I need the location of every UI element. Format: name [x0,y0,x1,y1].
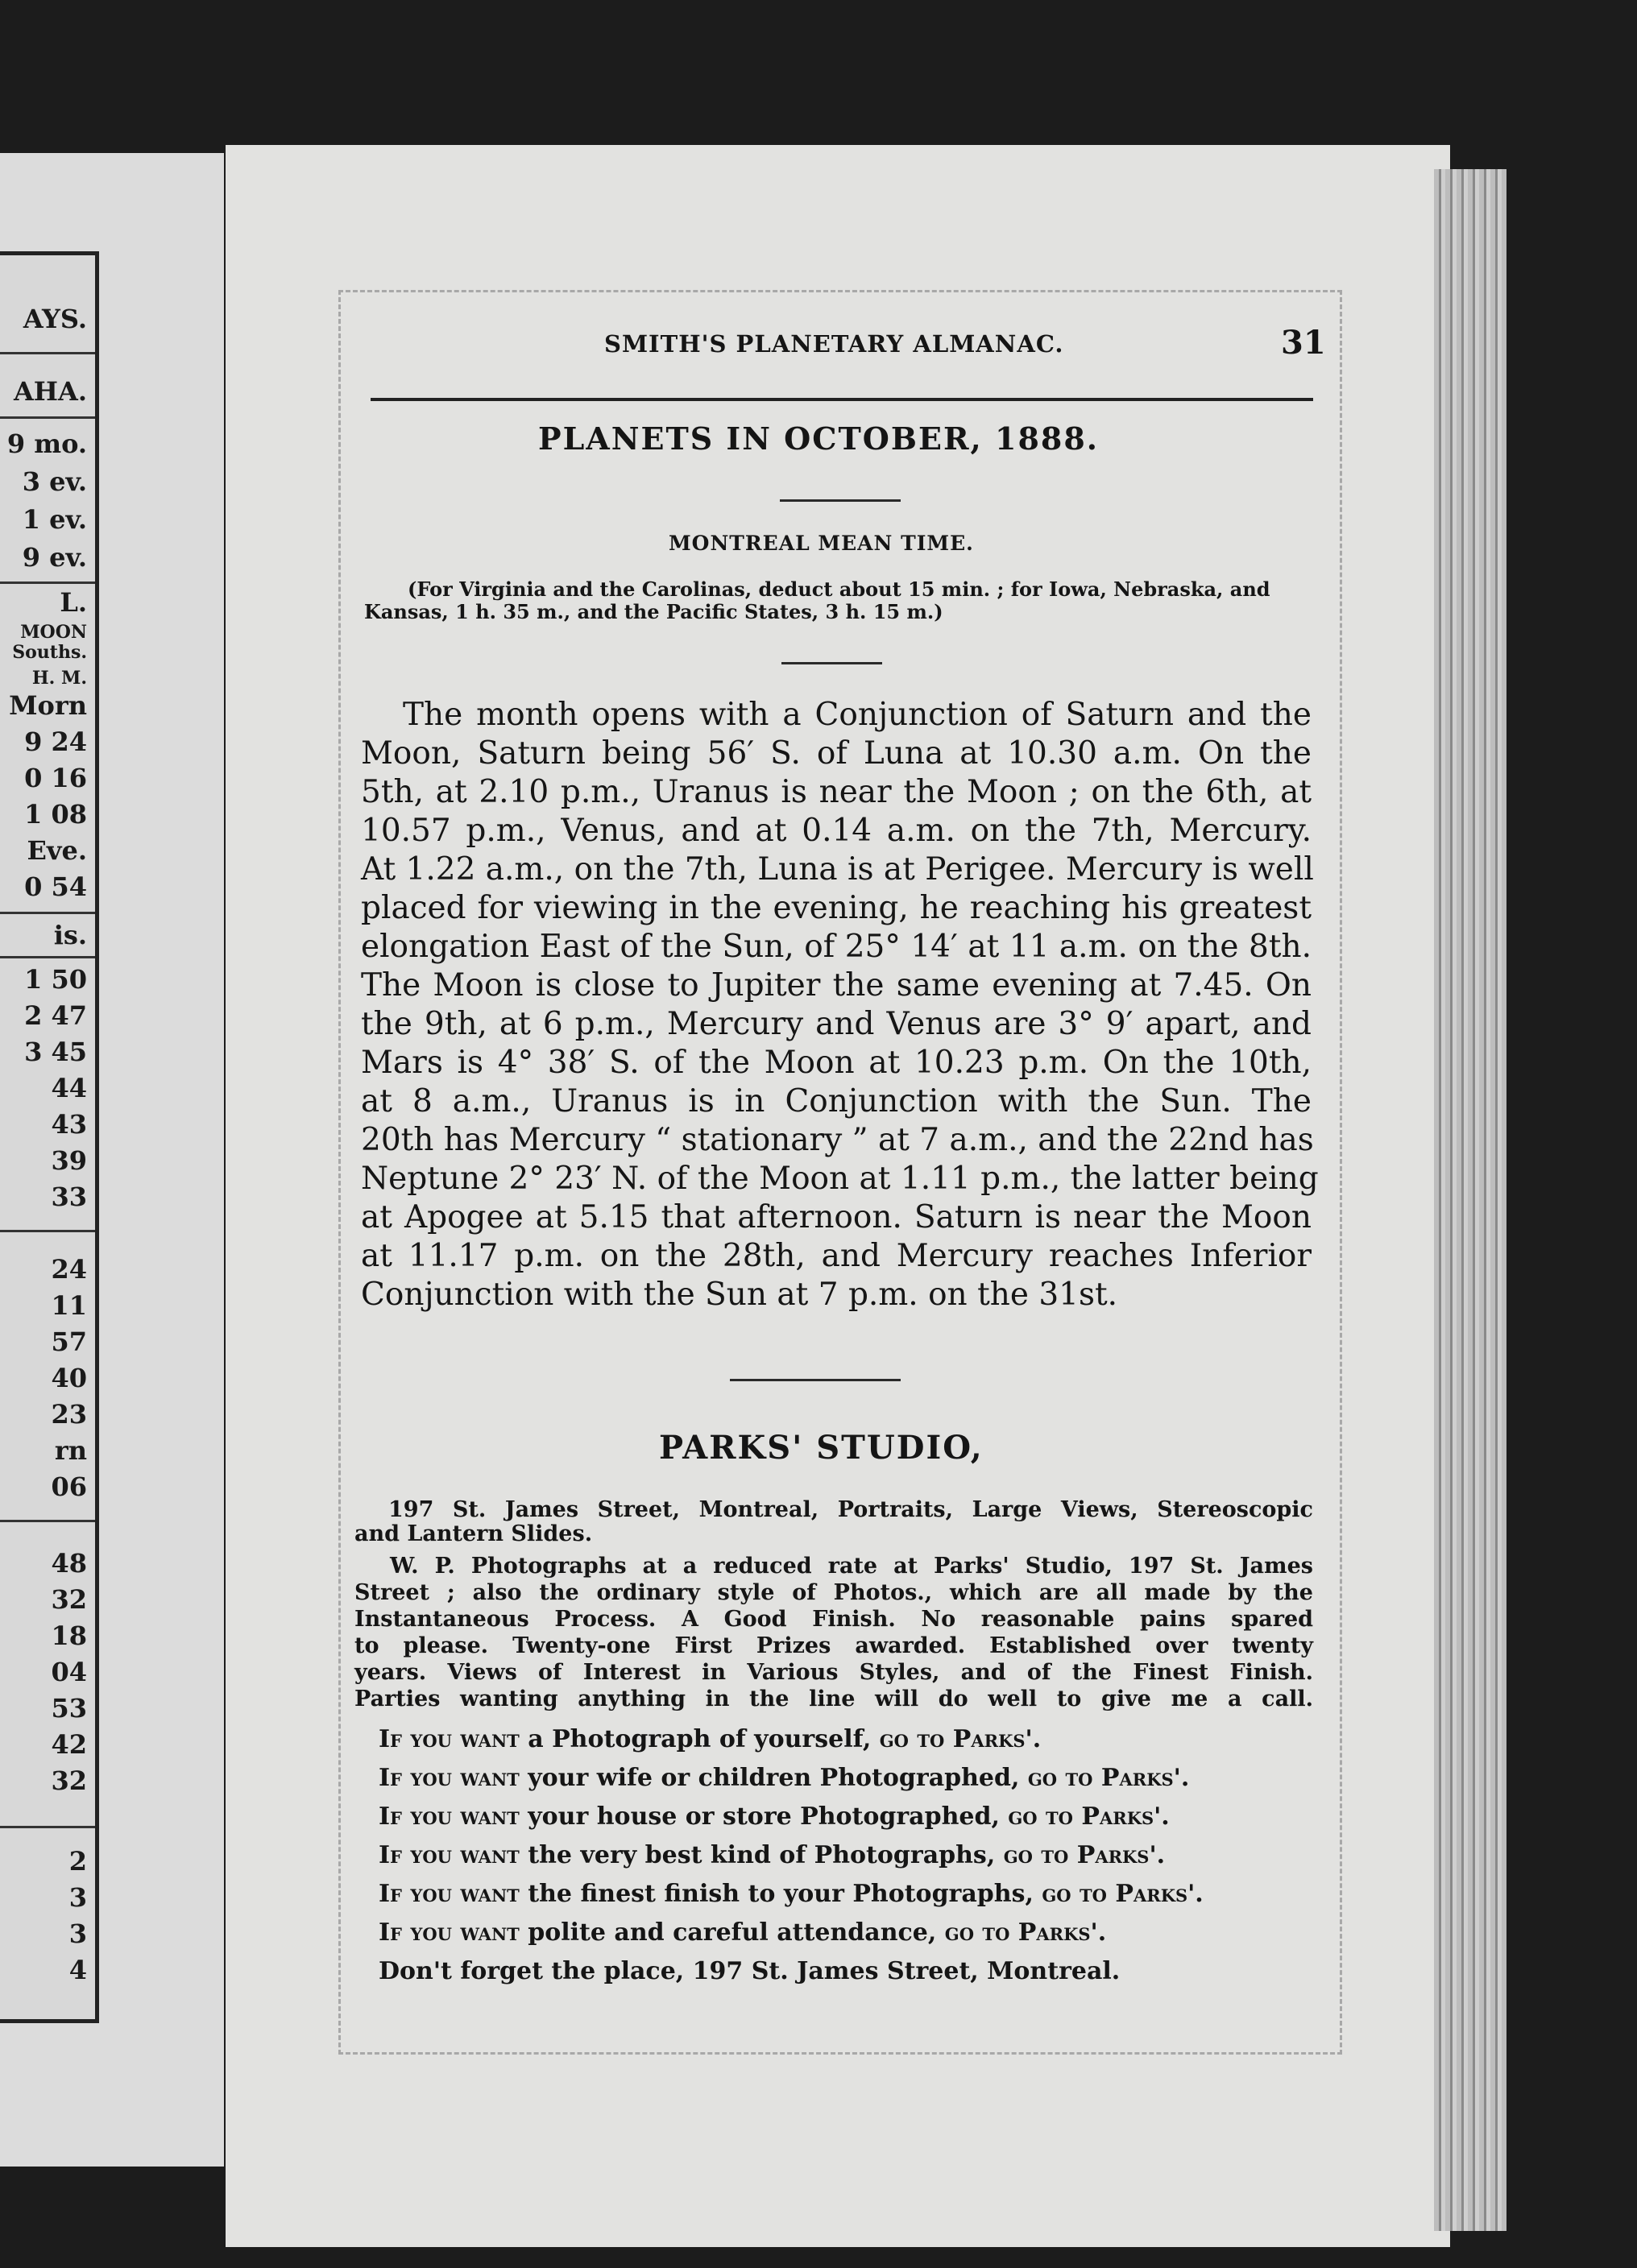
left-table-cell: H. M. [31,668,87,689]
slogan-text: the finest finish to your Photographs, [519,1880,1042,1908]
page-stack-edge [1434,169,1506,2231]
left-page-calendar-table [0,251,99,2023]
slogan-tail: go to Parks'. [1003,1841,1166,1869]
ad-slogan [379,1802,1170,1831]
left-table-rule [0,1826,95,1828]
time-label: MONTREAL MEAN TIME. [669,532,974,555]
left-table-header: AYS. [23,304,87,334]
left-table-rule [0,1520,95,1522]
slogan-lead: If you want [379,1802,520,1831]
left-table-subheader: AHA. [13,376,87,407]
body-line: at 8 a.m., Uranus is in Conjunction with the Sun. The [361,1083,1312,1120]
left-table-cell: 48 [51,1548,87,1579]
left-table-cell: 9 24 [24,726,87,757]
left-table-cell: 3 45 [24,1037,87,1067]
left-table-rule [0,956,95,958]
ad-line: Instantaneous Process. A Good Finish. No reasonable pains spared [354,1607,1313,1632]
body-line: Neptune 2° 23′ N. of the Moon at 1.11 p.m., the latter being [361,1161,1319,1197]
left-table-rule [0,581,95,584]
left-table-cell: Eve. [27,835,87,866]
left-table-cell: 32 [51,1584,87,1615]
body-line: elongation East of the Sun, of 25° 14′ at 11 a.m. on the 8th. [361,929,1312,965]
left-table-cell: 24 [51,1254,87,1285]
slogan-lead: If you want [379,1880,520,1908]
ad-line: years. Views of Interest in Various Styles, and of the Finest Finish. [354,1660,1313,1685]
left-table-rule [0,1230,95,1232]
ad-closing: Don't forget the place, 197 St. James Street, Montreal. [379,1957,1121,1985]
body-line: at 11.17 p.m. on the 28th, and Mercury reaches Inferior [361,1238,1312,1274]
left-table-cell: 9 mo. [6,428,87,459]
slogan-tail: go to Parks'. [1027,1764,1190,1792]
slogan-text: a Photograph of yourself, [519,1725,880,1753]
left-table-cell: 33 [51,1182,87,1212]
left-table-cell: 2 [68,1846,87,1877]
slogan-text: polite and careful attendance, [519,1918,945,1947]
page-number: 31 [1281,324,1326,362]
left-table-cell: 06 [51,1471,87,1502]
section-divider [730,1379,901,1381]
left-table-cell: Souths. [12,642,87,663]
left-table-cell: is. [53,920,87,950]
running-head: SMITH'S PLANETARY ALMANAC. [604,330,1064,358]
slogan-tail: go to Parks'. [1008,1802,1170,1831]
left-table-cell: 3 ev. [22,466,87,497]
left-table-cell: 42 [51,1729,87,1760]
slogan-lead: If you want [379,1918,520,1947]
left-table-cell: 3 [68,1918,87,1949]
left-table-cell: 1 ev. [22,504,87,535]
left-table-cell: 53 [51,1693,87,1724]
slogan-lead: If you want [379,1725,520,1753]
slogan-lead: If you want [379,1841,520,1869]
left-table-rule [0,416,95,419]
slogan-tail: go to Parks'. [944,1918,1107,1947]
header-rule [371,398,1313,401]
left-table-cell: 2 47 [24,1000,87,1031]
ad-line: Parties wanting anything in the line will do well to give me a call. [354,1687,1313,1711]
left-table-cell: 1 50 [24,964,87,995]
slogan-text: your wife or children Photographed, [519,1764,1028,1792]
ad-slogan [379,1880,1204,1908]
note-divider [781,662,882,664]
left-table-cell: 9 ev. [22,542,87,573]
body-line: placed for viewing in the evening, he reaching his greatest [361,890,1312,926]
left-table-rule [0,352,95,354]
body-line: Mars is 4° 38′ S. of the Moon at 10.23 p.m. On the 10th, [361,1045,1312,1081]
body-line: Moon, Saturn being 56′ S. of Luna at 10.30 a.m. On the [361,735,1312,772]
body-line: The month opens with a Conjunction of Saturn and the [403,697,1312,733]
left-table-cell: 3 [68,1882,87,1913]
left-table-cell: 43 [51,1109,87,1140]
left-table-cell: 32 [51,1765,87,1796]
ad-slogan [379,1725,1041,1753]
section-title: PLANETS IN OCTOBER, 1888. [538,420,1099,457]
left-table-cell: 04 [51,1657,87,1687]
left-table-cell: MOON [20,622,87,643]
left-table-cell: 39 [51,1145,87,1176]
title-divider [780,499,901,502]
left-table-cell: 0 54 [24,871,87,902]
body-line: The Moon is close to Jupiter the same evening at 7.45. On [361,967,1312,1004]
left-table-cell: 40 [51,1363,87,1393]
slogan-tail: go to Parks'. [1042,1880,1204,1908]
ad-line: Street ; also the ordinary style of Photos., which are all made by the [354,1580,1313,1605]
ad-title: PARKS' STUDIO, [659,1429,984,1467]
body-line: 5th, at 2.10 p.m., Uranus is near the Moon ; on the 6th, at [361,774,1312,810]
left-table-cell: 1 08 [24,799,87,830]
left-table-cell: 44 [51,1073,87,1103]
timezone-note-line: (For Virginia and the Carolinas, deduct about 15 min. ; for Iowa, Nebraska, and [408,577,1270,601]
slogan-lead: If you want [379,1764,520,1792]
body-line: Conjunction with the Sun at 7 p.m. on the 31st. [361,1277,1118,1313]
left-table-cell: 18 [51,1620,87,1651]
left-table-cell: rn [54,1435,87,1466]
ad-line: to please. Twenty-one First Prizes awarded. Established over twenty [354,1633,1313,1658]
left-table-rule [0,912,95,914]
slogan-tail: go to Parks'. [879,1725,1042,1753]
ad-line: 197 St. James Street, Montreal, Portraits, Large Views, Stereoscopic [388,1497,1313,1522]
body-line: the 9th, at 6 p.m., Mercury and Venus are 3° 9′ apart, and [361,1006,1312,1042]
body-line: At 1.22 a.m., on the 7th, Luna is at Perigee. Mercury is well [361,851,1314,888]
ad-slogan [379,1841,1165,1869]
slogan-text: the very best kind of Photographs, [519,1841,1004,1869]
ad-line: W. P. Photographs at a reduced rate at Parks' Studio, 197 St. James [390,1554,1313,1579]
left-table-cell: 0 16 [24,763,87,793]
left-table-cell: 57 [51,1326,87,1357]
slogan-text: your house or store Photographed, [519,1802,1009,1831]
left-table-cell: 23 [51,1399,87,1430]
ad-line: and Lantern Slides. [354,1521,593,1546]
body-line: at Apogee at 5.15 that afternoon. Saturn is near the Moon [361,1199,1312,1235]
left-table-cell: 11 [51,1290,87,1321]
body-line: 10.57 p.m., Venus, and at 0.14 a.m. on the 7th, Mercury. [361,813,1312,849]
timezone-note-line: Kansas, 1 h. 35 m., and the Pacific States, 3 h. 15 m.) [364,600,943,623]
ad-slogan [379,1764,1189,1792]
ad-slogan [379,1918,1106,1947]
left-table-cell: 4 [68,1955,87,1985]
body-line: 20th has Mercury “ stationary ” at 7 a.m., and the 22nd has [361,1122,1314,1158]
left-table-cell: Morn [9,690,87,721]
left-table-cell: L. [60,587,87,618]
